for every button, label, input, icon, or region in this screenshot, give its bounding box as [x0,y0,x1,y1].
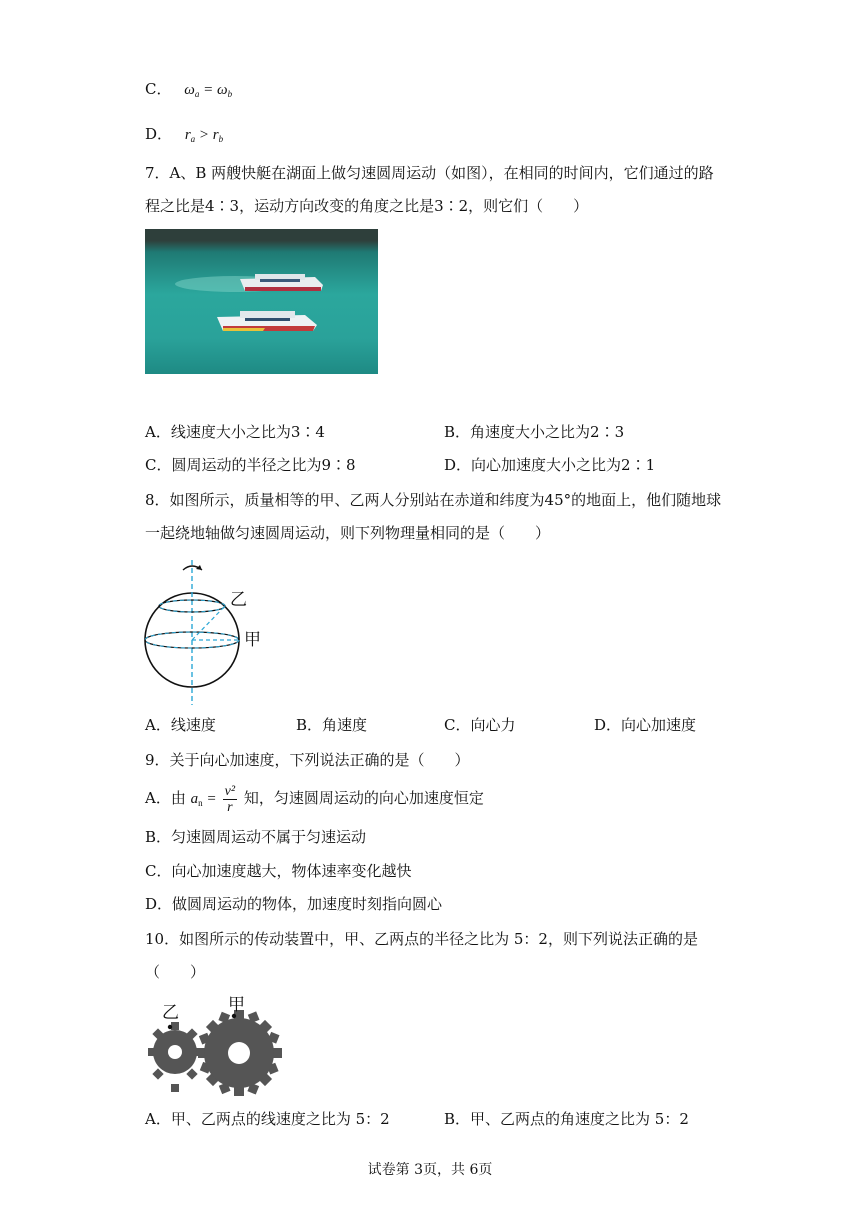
label-yi: 乙 [162,1003,179,1023]
radius-inequality: $r_a > r_b$ [184,127,224,144]
formula-fraction [223,784,237,815]
q7-stem-line2: 程之比是4∶3，运动方向改变的角度之比是3∶2，则它们（ ） [145,197,589,215]
q7-option-d: D．向心加速度大小之比为2∶1 [444,456,656,474]
fraction-denominator: r [227,799,233,815]
speedboats-photo [145,229,378,374]
q9-stem: 9．关于向心加速度，下列说法正确的是（ ） [145,751,470,769]
q10-stem-line2: （ ） [145,963,206,981]
q10-option-a: A．甲、乙两点的线速度之比为 5：2 [145,1110,390,1128]
earth-diagram [140,560,280,705]
q9-option-c: C．向心加速度越大，物体速率变化越快 [145,862,412,880]
omega-equation: $\omega_a = \omega_b$ [184,82,233,99]
q8-option-c: C．向心力 [444,716,516,734]
fraction-numerator: v² [224,783,236,799]
label-jia: 甲 [228,995,245,1015]
gear-diagram [145,990,290,1100]
option-label: C． [145,80,172,98]
q8-option-d: D．向心加速度 [594,716,697,734]
q8-option-b: B．角速度 [296,716,368,734]
option-suffix: 知，匀速圆周运动的向心加速度恒定 [243,789,484,807]
q8-option-a: A．线速度 [145,716,216,734]
label-jia: 甲 [244,630,261,650]
q8-stem-line2: 一起绕地轴做匀速圆周运动，则下列物理量相同的是（ ） [145,524,551,542]
formula-lhs [191,791,203,807]
boat-b-icon [217,311,317,331]
q7-option-c: C．圆周运动的半径之比为9∶8 [145,456,356,474]
q6-option-d [145,124,223,149]
q10-stem-line1: 10．如图所示的传动装置中，甲、乙两点的半径之比为 5：2，则下列说法正确的是 [145,930,698,948]
formula-a: a [190,791,199,807]
option-label: D． [145,125,173,143]
q7-stem-line1: 7．A、B 两艘快艇在湖面上做匀速圆周运动（如图），在相同的时间内，它们通过的路 [145,164,714,182]
option-prefix: A．由 [145,789,186,807]
q9-option-a: A．由 $a_n$ = $\frac{\text{v²}}{r}$ 知，匀速圆周运动的向心加速度恒定 [145,783,484,815]
page-footer: 试卷第 3页，共 6页 [367,1162,493,1178]
q10-option-b: B．甲、乙两点的角速度之比为 5：2 [444,1110,689,1128]
q8-stem-line1: 8．如图所示，质量相等的甲、乙两人分别站在赤道和纬度为45°的地面上，他们随地球 [145,491,722,509]
point-yi [168,1025,172,1029]
label-yi: 乙 [230,590,247,610]
q9-option-d: D．做圆周运动的物体，加速度时刻指向圆心 [145,895,443,913]
q7-option-b: B．角速度大小之比为2∶3 [444,423,625,441]
q6-option-c [145,79,232,104]
formula-sub: n [198,798,203,808]
small-gear-icon [148,1022,202,1092]
large-gear-icon [198,1010,282,1096]
q7-option-a: A．线速度大小之比为3∶4 [145,423,325,441]
q9-option-b: B．匀速圆周运动不属于匀速运动 [145,828,367,846]
